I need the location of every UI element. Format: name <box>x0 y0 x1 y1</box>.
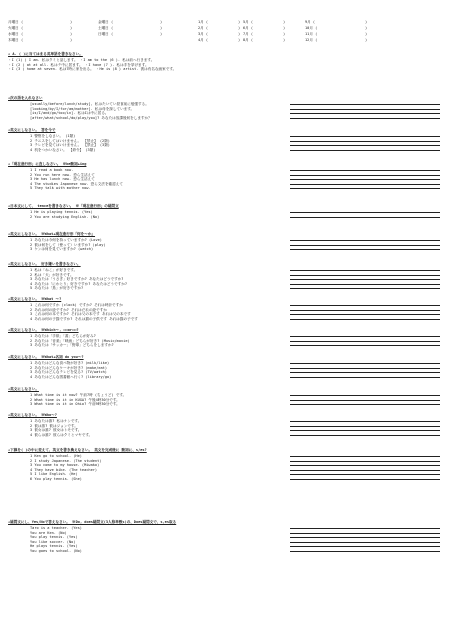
exercise-line: 2 テニスをしてはいけません。 【禁止】 (2類) <box>30 138 110 143</box>
answer-line[interactable] <box>290 150 440 151</box>
answer-line[interactable] <box>290 470 440 471</box>
date-label: 9月 ( <box>305 20 316 24</box>
exercise-line: 3 He has lunch now. 恐ら生活えて <box>30 177 95 182</box>
date-row <box>243 20 286 24</box>
date-row <box>305 32 368 36</box>
answer-line[interactable] <box>290 188 440 189</box>
exercise-line: 3 彼女は誰? 彼女はトモです。 <box>30 428 82 433</box>
date-label: 月曜日 ( <box>8 20 24 24</box>
date-paren: ) <box>238 38 241 42</box>
answer-line[interactable] <box>290 288 440 289</box>
date-row <box>243 26 286 30</box>
answer-line[interactable] <box>290 363 440 364</box>
exercise-line: You play tennis. (Yes) <box>30 535 78 540</box>
answer-line[interactable] <box>290 474 440 475</box>
date-row <box>98 20 163 24</box>
exercise-line: 1 警察をしなさい。 (1類) <box>30 134 76 138</box>
answer-line[interactable] <box>290 270 440 271</box>
answer-line[interactable] <box>290 170 440 171</box>
date-paren: ) <box>238 26 241 30</box>
section-title: ★疑問文にし、Yes/Noで答えなさい。 ※Do, does疑問文(3人称単数s)の、Does疑問文で、s,es取る <box>8 520 177 524</box>
date-label: 木曜日 ( <box>8 38 24 42</box>
date-paren: ) <box>365 38 368 42</box>
date-row <box>8 26 73 30</box>
exercise-line: 1 あなたはどんな食べ物が好き? (milk/like) <box>30 361 110 365</box>
answer-line[interactable] <box>290 136 440 137</box>
exercise-line: 2 You run here now. 恐ら生活えて <box>30 172 95 177</box>
date-label: 1月 ( <box>198 20 209 24</box>
date-label: 11月 ( <box>305 32 318 36</box>
answer-line[interactable] <box>290 372 440 373</box>
exercise-line: You goes to school. (No) <box>30 549 82 553</box>
answer-line[interactable] <box>290 461 440 462</box>
section-title: ★「現在進行形」に直しなさい。 ※be動詞+ing <box>8 162 87 166</box>
exercise-line: 1 I read a book now. <box>30 168 74 172</box>
date-label: 2月 ( <box>198 26 209 30</box>
date-row <box>198 26 241 30</box>
section-title: ★英文にしなさい。 ※Which～, ○○or○○? <box>8 328 79 332</box>
answer-line[interactable] <box>290 400 440 401</box>
exercise-line: [usually/before/lunch/study], 私はたいてい昼食前に勉強する。 <box>30 102 149 106</box>
exercise-line: You like soccer. (No) <box>30 539 76 544</box>
date-label: 日曜日 ( <box>98 32 114 36</box>
date-paren: ) <box>283 20 286 24</box>
exercise-line: 1 He is playing tennis. (Yes) <box>30 210 93 214</box>
answer-line[interactable] <box>290 245 440 246</box>
date-paren: ) <box>238 20 241 24</box>
exercise-line: 4 あなたはどんな図書館へ行く? (library/go) <box>30 374 112 379</box>
answer-line[interactable] <box>290 145 440 146</box>
date-paren: ) <box>160 32 163 36</box>
date-label: 金曜日 ( <box>98 20 114 24</box>
answer-line[interactable] <box>290 345 440 346</box>
answer-line[interactable] <box>290 284 440 285</box>
section-title: ★英文にしなさい。 ※What ～? <box>8 297 62 301</box>
exercise-line: 1 あなたは誰? 私はケンです。 <box>30 419 82 423</box>
answer-line[interactable] <box>290 319 440 320</box>
answer-line[interactable] <box>290 104 440 105</box>
section-title: ★日本文にして、 tenceを書きなさい。 ※「現在進行形」の疑問文 <box>8 204 119 208</box>
date-label: 水曜日 ( <box>8 32 24 36</box>
date-row <box>305 20 368 24</box>
answer-line[interactable] <box>290 184 440 185</box>
answer-line[interactable] <box>290 275 440 276</box>
date-row <box>198 32 241 36</box>
answer-line[interactable] <box>290 546 440 547</box>
section-title: ★英文にしなさい。 好き嫌いを書きなさい。 <box>8 262 81 266</box>
answer-line[interactable] <box>290 435 440 436</box>
date-paren: ) <box>365 32 368 36</box>
date-paren: ) <box>70 26 73 30</box>
exercise-line: 2 あれは何の絵ですか? それはだれの絵ですか <box>30 307 107 312</box>
answer-line[interactable] <box>290 479 440 480</box>
exercise-line: 5 They talk with mother now. <box>30 186 91 191</box>
section-title: ★次の語を入れなさい <box>8 96 43 100</box>
answer-line[interactable] <box>290 465 440 466</box>
answer-line[interactable] <box>290 175 440 176</box>
answer-line[interactable] <box>290 336 440 337</box>
answer-line[interactable] <box>290 537 440 538</box>
date-paren: ) <box>283 38 286 42</box>
date-paren: ) <box>70 32 73 36</box>
date-label: 4月 ( <box>198 38 209 42</box>
section-title: ★英文にしなさい。 ※Who～? <box>8 413 57 417</box>
exercise-line: 3 You come to my house. (Miwako) <box>30 463 100 468</box>
exercise-line: 4 They have bike. (The teacher) <box>30 467 98 472</box>
exercise-line: 3 ケンは何を見ていますか? (watch) <box>30 247 94 252</box>
date-label: 6月 ( <box>243 26 254 30</box>
date-paren: ) <box>365 26 368 30</box>
answer-line[interactable] <box>290 341 440 342</box>
date-paren: ) <box>70 20 73 24</box>
answer-line[interactable] <box>290 113 440 114</box>
answer-line[interactable] <box>290 456 440 457</box>
date-row <box>243 32 286 36</box>
answer-line[interactable] <box>290 240 440 241</box>
section-title: ★ A. ( )に当てはまる英単語を書きなさい。 <box>8 52 83 56</box>
date-label: 10月 ( <box>305 26 318 30</box>
answer-line[interactable] <box>290 551 440 552</box>
date-row <box>98 32 163 36</box>
date-row <box>198 38 241 42</box>
exercise-line: 2 あなたはどんなケーキが好き? (make/eat) <box>30 365 108 370</box>
section-title: ★下線を( )の中に変えて、英文を書き換えなさい。 英文を完成後に 動詞に、s/es? <box>8 448 147 452</box>
date-label: 3月 ( <box>198 32 209 36</box>
date-row <box>305 26 368 30</box>
date-row <box>8 32 73 36</box>
exercise-line: Taro is a teacher. (Yes) <box>30 526 82 530</box>
date-paren: ) <box>160 20 163 24</box>
date-label: 8月 ( <box>243 38 254 42</box>
exercise-line: 2 あなたは「音楽」「映画」どちらが好き? (Music/movie) <box>30 338 130 343</box>
answer-line[interactable] <box>290 533 440 534</box>
exercise-line: 2 彼は何をして（使って）いますか? (play) <box>30 242 106 247</box>
answer-line[interactable] <box>290 368 440 369</box>
exercise-line: 1 あなたは「手紙」「書」どちらが好み? <box>30 334 96 338</box>
date-paren: ) <box>283 26 286 30</box>
answer-line[interactable] <box>290 179 440 180</box>
date-row <box>243 38 286 42</box>
date-row <box>8 20 73 24</box>
exercise-line: 4 あれは何の子猫ですか? それは猫の子供です あれは猫の子です <box>30 316 138 321</box>
date-row <box>198 20 241 24</box>
answer-line[interactable] <box>290 377 440 378</box>
answer-line[interactable] <box>290 404 440 405</box>
exercise-line: 2 I study Japanese. (The student) <box>30 458 102 463</box>
answer-line[interactable] <box>290 528 440 529</box>
exercise-line: ・I (2 ) at at all. 私はテ中に居ます。 ・I have (7 ). 私は手を挙げます。 <box>8 62 149 67</box>
exercise-line: 3 What time is it in Ohio? 午前9時30分です。 <box>30 402 120 407</box>
exercise-line: 2 彼は誰? 彼はジョンです。 <box>30 423 78 428</box>
exercise-line: 4 机をつかいなさい。 【命令】 (3類) <box>30 147 96 152</box>
answer-line[interactable] <box>290 421 440 422</box>
date-label: 5月 ( <box>243 20 254 24</box>
exercise-line: 2 You are studying English. (No) <box>30 214 100 219</box>
exercise-line: You are Ken. (No) <box>30 530 67 535</box>
exercise-line: [looking/by/I/for/am/mother]. 私は母を探しています。 <box>30 106 135 111</box>
date-label: 火曜日 ( <box>8 26 24 30</box>
answer-line[interactable] <box>290 118 440 119</box>
answer-line[interactable] <box>290 430 440 431</box>
section-title: ★英文にしなさい。 <box>8 387 39 391</box>
exercise-line: ・I (3 ) home at seven. 私は7時に家を出る。 ・He is (8 ) artist. 彼は有名な画家です。 <box>8 67 177 72</box>
date-row <box>305 38 368 42</box>
answer-line[interactable] <box>290 249 440 250</box>
date-paren: ) <box>160 26 163 30</box>
date-paren: ) <box>70 38 73 42</box>
date-paren: ) <box>283 32 286 36</box>
answer-line[interactable] <box>290 426 440 427</box>
answer-line[interactable] <box>290 217 440 218</box>
exercise-line: 3 あなたは「サッカー」「野球」どちらをしますか? <box>30 343 114 348</box>
exercise-line: 3 あなたはどんなテレビを見る? (TV/watch) <box>30 370 107 375</box>
date-label: 12月 ( <box>305 38 318 42</box>
section-title: ★英文にしなさい。 ※What+現在進行形「何を～か」 <box>8 232 96 236</box>
exercise-line: 1 あなたは今何を持っていますか? (Love) <box>30 238 102 242</box>
answer-line[interactable] <box>290 310 440 311</box>
answer-line[interactable] <box>290 314 440 315</box>
answer-line[interactable] <box>290 305 440 306</box>
exercise-line: 5 I like English. (He) <box>30 472 78 477</box>
exercise-line: 1 Ken go to school. (He) <box>30 454 82 458</box>
exercise-line: 5 あなたは「鳥」が好きですか? <box>30 286 84 291</box>
section-title: ★英文にしなさい。 答を今で <box>8 128 56 132</box>
exercise-line: 1 これは何ですか (clock) ですか? それは時計ですか <box>30 303 123 307</box>
exercise-line: 1 私は「ねこ」が好きです。 <box>30 268 78 272</box>
exercise-line: 3 あなたは「うさぎ」好きですか? あなたはどうですか? <box>30 277 124 282</box>
exercise-line: ・I (1) ) I am. 私はクミと話します。 ・I am to the (6 ). 私は前へ行きます。 <box>8 58 155 62</box>
exercise-line: 3 テレビを見てはいけません。 【禁止】 (3類) <box>30 143 110 148</box>
exercise-line: 4 The studies Japanese now. 恐ら文法を確認えて <box>30 181 123 186</box>
exercise-line: 3 これは何の本ですか? それは父の本です あれは父の本です <box>30 312 131 317</box>
exercise-line: 6 You play tennis. (She) <box>30 477 82 481</box>
exercise-line: [is/I/and/go/too/in]. 私はIは中に居る。 <box>30 111 109 116</box>
date-label: 7月 ( <box>243 32 254 36</box>
exercise-line: [after/what/school/do/play/you]? あなたは放課後何をしますか？ <box>30 115 152 120</box>
answer-line[interactable] <box>290 212 440 213</box>
exercise-line: 4 あなたは「にわとり」好きですか? あなたはどうですか? <box>30 281 128 286</box>
date-paren: ) <box>238 32 241 36</box>
section-title: ★英文にしなさい。 ※What+名詞 do you～? <box>8 355 84 359</box>
exercise-line: He plays tennis. (Yes) <box>30 544 78 549</box>
answer-line[interactable] <box>290 109 440 110</box>
exercise-line: 4 彼らは誰? 彼らはクミとマヤです。 <box>30 432 93 437</box>
exercise-line: 1 What time is it now? 午前7時 (ちょうど) です。 <box>30 393 127 397</box>
exercise-line: 2 What time is it in KUGA? 午後4時30分です。 <box>30 397 120 402</box>
date-row <box>8 38 73 42</box>
date-label: 土曜日 ( <box>98 26 114 30</box>
answer-line[interactable] <box>290 395 440 396</box>
exercise-line: 2 私は「犬」が好きです。 <box>30 272 74 277</box>
date-paren: ) <box>365 20 368 24</box>
answer-line[interactable] <box>290 279 440 280</box>
answer-line[interactable] <box>290 542 440 543</box>
date-row <box>98 26 163 30</box>
answer-line[interactable] <box>290 141 440 142</box>
